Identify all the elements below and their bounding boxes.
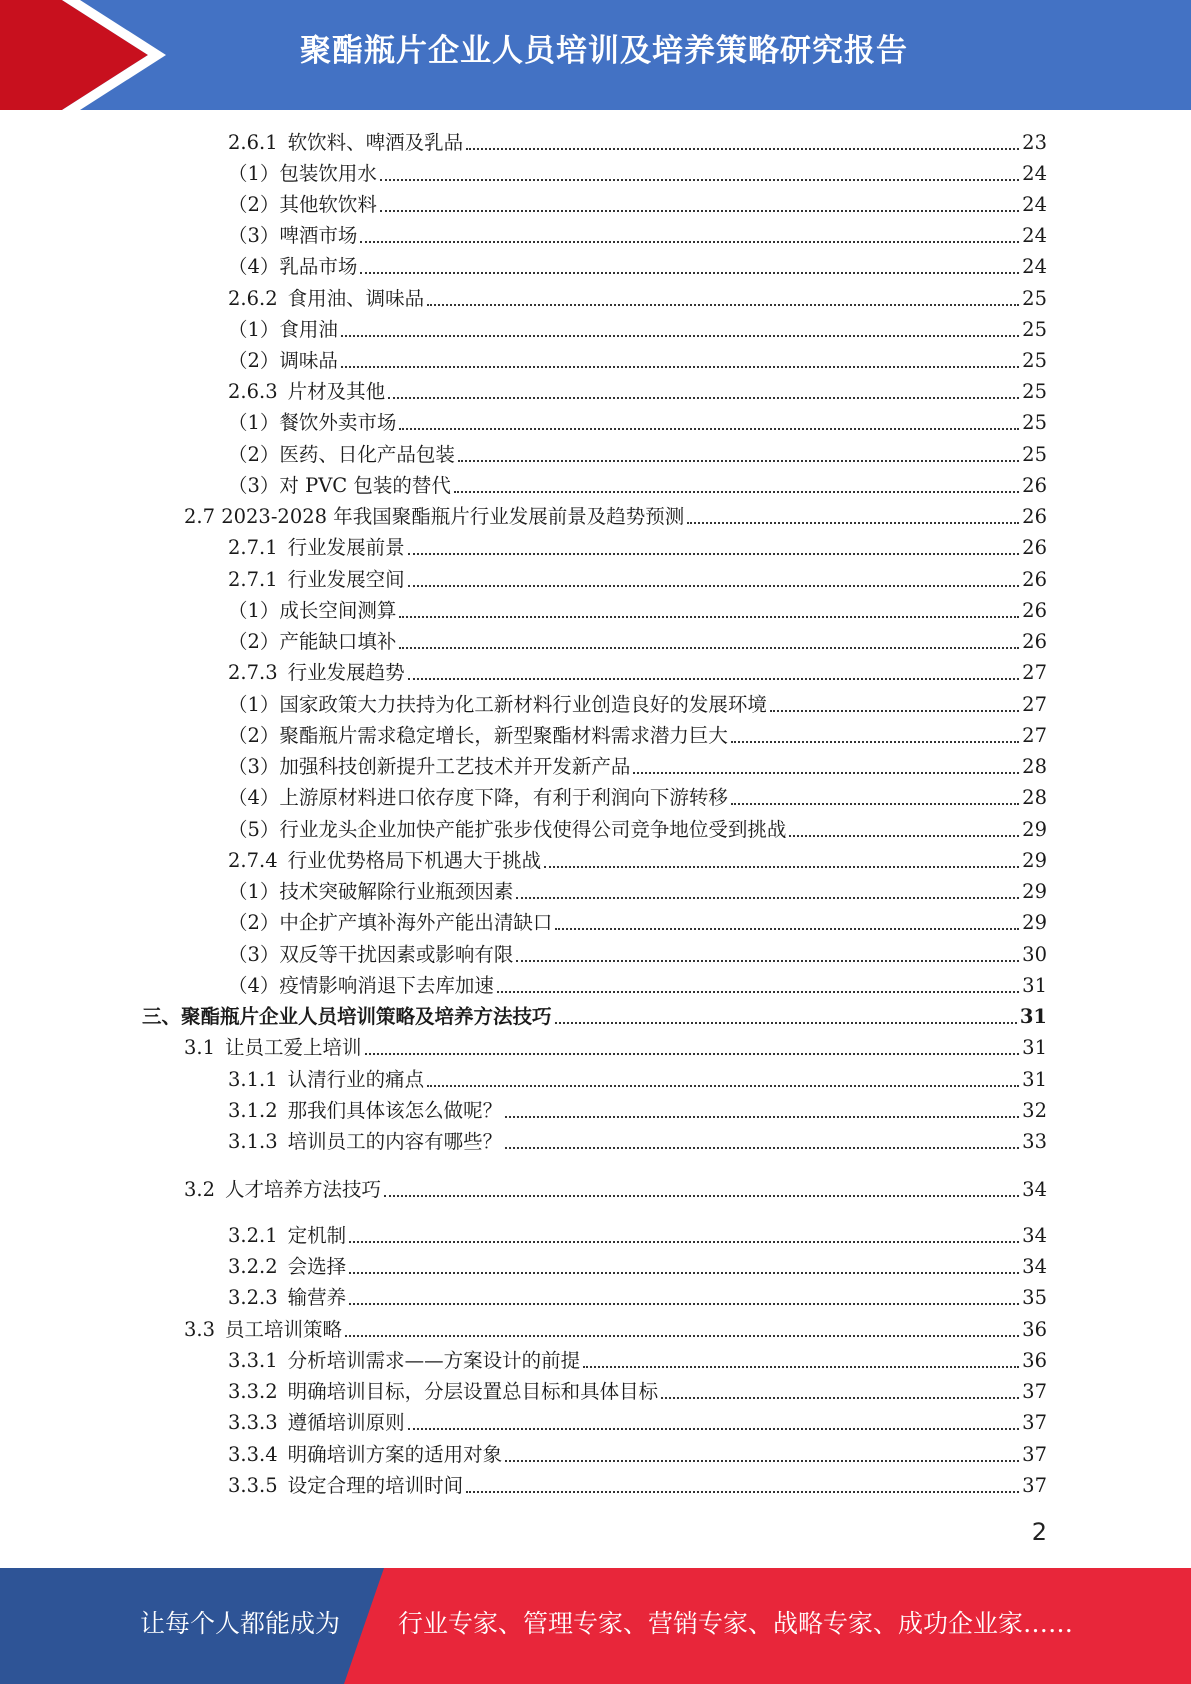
- toc-entry-leader-dots: [399, 646, 1019, 649]
- toc-entry-leader-dots: [427, 303, 1019, 306]
- toc-entry-label: （1）技术突破解除行业瓶颈因素: [228, 880, 514, 903]
- toc-entry-label: 明确培训方案的适用对象: [287, 1443, 503, 1466]
- toc-entry-label: （1）餐饮外卖市场: [228, 411, 397, 434]
- toc-entry[interactable]: [228, 1377, 1047, 1407]
- toc-entry-label: （2）调味品: [228, 349, 338, 372]
- toc-entry-leader-dots: [505, 1115, 1019, 1118]
- toc-entry-leader-dots: [399, 615, 1019, 618]
- toc-entry-number: 3.3.3: [228, 1411, 278, 1434]
- toc-entry-leader-dots: [349, 1240, 1019, 1243]
- toc-entry-page: 26: [1022, 599, 1047, 622]
- toc-entry[interactable]: [228, 908, 1047, 938]
- toc-entry-leader-dots: [505, 1146, 1019, 1149]
- toc-entry-page: 25: [1022, 411, 1047, 434]
- toc-entry-label: 2.7 2023-2028 年我国聚酯瓶片行业发展前景及趋势预测: [184, 505, 685, 528]
- toc-entry-label: （3）加强科技创新提升工艺技术并开发新产品: [228, 755, 631, 778]
- toc-entry-label: 行业发展趋势: [287, 661, 405, 684]
- toc-entry-page: 26: [1022, 630, 1047, 653]
- toc-entry-number: 3.2: [184, 1178, 216, 1201]
- toc-entry-leader-dots: [360, 240, 1019, 243]
- toc-entry-page: 24: [1022, 162, 1047, 185]
- toc-entry-label: 让员工爱上培训: [225, 1036, 362, 1059]
- toc-entry-leader-dots: [345, 1334, 1019, 1337]
- toc-entry-label: （5）行业龙头企业加快产能扩张步伐使得公司竞争地位受到挑战: [228, 818, 787, 841]
- toc-entry[interactable]: [228, 627, 1047, 657]
- toc-entry[interactable]: [228, 471, 1047, 501]
- toc-entry[interactable]: [228, 190, 1047, 220]
- toc-entry-leader-dots: [399, 427, 1019, 430]
- toc-entry-number: 2.7.3: [228, 661, 278, 684]
- toc-entry[interactable]: [228, 315, 1047, 345]
- toc-entry-page: 26: [1022, 536, 1047, 559]
- toc-entry-leader-dots: [365, 1052, 1020, 1055]
- toc-entry-leader-dots: [408, 584, 1020, 587]
- toc-entry-leader-dots: [427, 1084, 1019, 1087]
- toc-entry-label: （4）上游原材料进口依存度下降，有利于利润向下游转移: [228, 786, 728, 809]
- toc-entry-page: 37: [1022, 1411, 1047, 1434]
- toc-entry-leader-dots: [388, 396, 1019, 399]
- toc-entry[interactable]: [228, 440, 1047, 470]
- toc-entry-label: 分析培训需求——方案设计的前提: [287, 1349, 581, 1372]
- toc-entry-leader-dots: [789, 834, 1019, 837]
- toc-entry-leader-dots: [544, 865, 1019, 868]
- toc-entry-page: 24: [1022, 224, 1047, 247]
- toc-entry[interactable]: [228, 128, 1047, 158]
- toc-entry-page: 34: [1022, 1224, 1047, 1247]
- toc-entry-page: 27: [1022, 724, 1047, 747]
- toc-entry-label: 那我们具体该怎么做呢？: [287, 1099, 503, 1122]
- toc-entry-page: 25: [1022, 318, 1047, 341]
- toc-entry-label: 认清行业的痛点: [287, 1068, 425, 1091]
- toc-entry[interactable]: [228, 1221, 1047, 1251]
- toc-entry[interactable]: [228, 284, 1047, 314]
- toc-entry-label: （1）包装饮用水: [228, 162, 377, 185]
- page-footer: [0, 1568, 1191, 1684]
- toc-entry[interactable]: [228, 1096, 1047, 1126]
- toc-entry-label: （2）其他软饮料: [228, 193, 377, 216]
- toc-entry-leader-dots: [555, 1021, 1017, 1024]
- toc-entry-leader-dots: [661, 1396, 1019, 1399]
- toc-entry-leader-dots: [516, 896, 1019, 899]
- toc-entry-label: （3）啤酒市场: [228, 224, 358, 247]
- toc-entry[interactable]: [228, 565, 1047, 595]
- toc-entry-page: 31: [1019, 1005, 1047, 1028]
- toc-entry-leader-dots: [360, 271, 1019, 274]
- toc-entry-label: 人才培养方法技巧: [225, 1178, 382, 1201]
- toc-entry-number: 2.6.3: [228, 380, 278, 403]
- toc-entry-leader-dots: [341, 334, 1019, 337]
- toc-entry-label: 定机制: [287, 1224, 347, 1247]
- toc-entry[interactable]: [228, 159, 1047, 189]
- toc-entry-label: （2）产能缺口填补: [228, 630, 397, 653]
- toc-entry-leader-dots: [349, 1302, 1019, 1305]
- toc-entry-page: 32: [1022, 1099, 1047, 1122]
- page-number: 2: [1031, 1518, 1047, 1546]
- toc-entry-label: （2）中企扩产填补海外产能出清缺口: [228, 911, 553, 934]
- toc-entry-page: 31: [1022, 1068, 1047, 1091]
- toc-entry-label: （1）国家政策大力扶持为化工新材料行业创造良好的发展环境: [228, 693, 767, 716]
- toc-entry[interactable]: [228, 752, 1047, 782]
- toc-entry[interactable]: [228, 846, 1047, 876]
- toc-entry[interactable]: [228, 346, 1047, 376]
- toc-entry-page: 34: [1022, 1255, 1047, 1278]
- toc-entry[interactable]: [228, 377, 1047, 407]
- toc-entry-leader-dots: [408, 1427, 1020, 1430]
- toc-entry-number: 3.3.5: [228, 1474, 278, 1497]
- toc-entry-leader-dots: [505, 1459, 1019, 1462]
- page-header: [0, 0, 1191, 110]
- toc-entry[interactable]: [228, 690, 1047, 720]
- toc-entry[interactable]: [228, 783, 1047, 813]
- toc-entry-page: 25: [1022, 349, 1047, 372]
- toc-entry-page: 26: [1022, 568, 1047, 591]
- toc-entry[interactable]: [228, 1471, 1047, 1501]
- toc-entry-leader-dots: [731, 802, 1019, 805]
- toc-entry[interactable]: [228, 940, 1047, 970]
- toc-entry-page: 33: [1022, 1130, 1047, 1153]
- toc-entry-leader-dots: [687, 521, 1019, 524]
- toc-entry-number: 2.7.4: [228, 849, 278, 872]
- toc-entry-label: （4）疫情影响消退下去库加速: [228, 974, 494, 997]
- toc-entry-label: 行业发展空间: [287, 568, 405, 591]
- toc-entry-number: 2.6.1: [228, 131, 278, 154]
- toc-entry-number: 2.6.2: [228, 287, 278, 310]
- toc-entry-page: 29: [1022, 849, 1047, 872]
- toc-entry[interactable]: [228, 1346, 1047, 1376]
- toc-entry-leader-dots: [555, 927, 1019, 930]
- toc-entry-page: 25: [1022, 443, 1047, 466]
- toc-entry-number: 3.3: [184, 1318, 216, 1341]
- toc-entry[interactable]: [228, 252, 1047, 282]
- toc-entry-leader-dots: [497, 990, 1019, 993]
- toc-entry-leader-dots: [466, 1490, 1019, 1493]
- toc-entry[interactable]: [184, 1175, 1047, 1205]
- toc-entry-label: 输营养: [287, 1286, 347, 1309]
- toc-entry-leader-dots: [731, 740, 1019, 743]
- toc-entry-page: 31: [1022, 974, 1047, 997]
- toc-entry-label: 设定合理的培训时间: [287, 1474, 464, 1497]
- toc-entry-label: 行业发展前景: [287, 536, 405, 559]
- toc-entry-leader-dots: [408, 677, 1020, 680]
- toc-entry-leader-dots: [770, 709, 1019, 712]
- footer-slogan-right: 行业专家、管理专家、营销专家、战略专家、成功企业家……: [398, 1609, 1074, 1638]
- toc-entry-label: （3）对 PVC 包装的替代: [228, 474, 451, 497]
- toc-entry[interactable]: [228, 1440, 1047, 1470]
- toc-entry-page: 31: [1022, 1036, 1047, 1059]
- toc-entry-leader-dots: [384, 1194, 1019, 1197]
- toc-entry-number: 2.7.1: [228, 536, 278, 559]
- toc-entry-page: 29: [1022, 880, 1047, 903]
- toc-entry-leader-dots: [454, 490, 1019, 493]
- toc-entry-label: 行业优势格局下机遇大于挑战: [287, 849, 542, 872]
- toc-entry[interactable]: [184, 1033, 1047, 1063]
- toc-entry-page: 29: [1022, 911, 1047, 934]
- toc-entry[interactable]: [228, 1408, 1047, 1438]
- toc-entry-label: 食用油、调味品: [287, 287, 425, 310]
- toc-entry-number: 3.2.1: [228, 1224, 278, 1247]
- toc-entry[interactable]: [228, 408, 1047, 438]
- toc-entry[interactable]: [184, 502, 1047, 532]
- toc-entry-leader-dots: [633, 771, 1019, 774]
- toc-entry-page: 27: [1022, 693, 1047, 716]
- toc-entry-number: 3.1.1: [228, 1068, 278, 1091]
- toc-entry-label: （3）双反等干扰因素或影响有限: [228, 943, 514, 966]
- toc-entry[interactable]: [228, 658, 1047, 688]
- toc-entry-label: 遵循培训原则: [287, 1411, 405, 1434]
- toc-entry-number: 3.2.3: [228, 1286, 278, 1309]
- toc-entry[interactable]: [228, 721, 1047, 751]
- toc-entry[interactable]: [228, 1283, 1047, 1313]
- toc-entry-leader-dots: [458, 459, 1019, 462]
- toc-entry-label: 明确培训目标，分层设置总目标和具体目标: [287, 1380, 659, 1403]
- toc-entry-leader-dots: [341, 365, 1019, 368]
- toc-entry[interactable]: [184, 1315, 1047, 1345]
- toc-entry-page: 37: [1022, 1380, 1047, 1403]
- toc-entry-number: 3.1.2: [228, 1099, 278, 1122]
- toc-entry-number: 3.3.2: [228, 1380, 278, 1403]
- toc-entry-page: 36: [1022, 1349, 1047, 1372]
- toc-entry-page: 27: [1022, 661, 1047, 684]
- toc-entry-label: 员工培训策略: [225, 1318, 343, 1341]
- toc-entry-leader-dots: [516, 959, 1019, 962]
- toc-entry-label: （4）乳品市场: [228, 255, 358, 278]
- toc-entry-page: 24: [1022, 193, 1047, 216]
- toc-entry-page: 29: [1022, 818, 1047, 841]
- toc-entry-page: 34: [1022, 1178, 1047, 1201]
- toc-entry-page: 30: [1022, 943, 1047, 966]
- toc-entry[interactable]: [228, 533, 1047, 563]
- toc-entry-label: 会选择: [287, 1255, 347, 1278]
- toc-entry-number: 2.7.1: [228, 568, 278, 591]
- toc-entry-leader-dots: [583, 1365, 1019, 1368]
- toc-entry[interactable]: [228, 877, 1047, 907]
- header-red-chevron: [0, 0, 148, 110]
- toc-entry-page: 37: [1022, 1443, 1047, 1466]
- toc-entry-label: （1）食用油: [228, 318, 338, 341]
- toc-entry-label: 三、聚酯瓶片企业人员培训策略及培养方法技巧: [142, 1005, 552, 1028]
- toc-entry[interactable]: [228, 815, 1047, 845]
- toc-entry-number: 3.1: [184, 1036, 216, 1059]
- toc-entry-page: 36: [1022, 1318, 1047, 1341]
- toc-entry-label: 片材及其他: [287, 380, 386, 403]
- toc-entry-leader-dots: [380, 178, 1019, 181]
- toc-entry-label: 培训员工的内容有哪些？: [287, 1130, 503, 1153]
- toc-entry-page: 23: [1022, 131, 1047, 154]
- toc-entry[interactable]: [228, 1127, 1047, 1157]
- toc-entry[interactable]: [142, 1002, 1047, 1032]
- toc-entry-leader-dots: [380, 209, 1019, 212]
- footer-slogan-left: 让每个人都能成为: [140, 1609, 341, 1638]
- toc-entry-number: 3.3.4: [228, 1443, 278, 1466]
- toc-entry[interactable]: [228, 971, 1047, 1001]
- toc-entry-page: 28: [1022, 786, 1047, 809]
- toc-entry-number: 3.2.2: [228, 1255, 278, 1278]
- toc-entry-page: 35: [1022, 1286, 1047, 1309]
- toc-entry-number: 3.1.3: [228, 1130, 278, 1153]
- toc-entry-label: （2）医药、日化产品包装: [228, 443, 455, 466]
- toc-entry-page: 37: [1022, 1474, 1047, 1497]
- toc-entry-number: 3.3.1: [228, 1349, 278, 1372]
- toc-entry-page: 26: [1022, 474, 1047, 497]
- document-title: 聚酯瓶片企业人员培训及培养策略研究报告: [300, 33, 908, 69]
- toc-entry[interactable]: [228, 1252, 1047, 1282]
- toc-entry[interactable]: [228, 596, 1047, 626]
- toc-entry-page: 24: [1022, 255, 1047, 278]
- toc-entry-page: 25: [1022, 287, 1047, 310]
- toc-entry-page: 25: [1022, 380, 1047, 403]
- toc-entry-leader-dots: [349, 1271, 1019, 1274]
- toc-entry[interactable]: [228, 221, 1047, 251]
- toc-entry-leader-dots: [466, 147, 1019, 150]
- toc-entry-page: 26: [1022, 505, 1047, 528]
- toc-entry-label: （2）聚酯瓶片需求稳定增长，新型聚酯材料需求潜力巨大: [228, 724, 728, 747]
- toc-entry-page: 28: [1022, 755, 1047, 778]
- toc-entry-label: （1）成长空间测算: [228, 599, 397, 622]
- toc-entry-label: 软饮料、啤酒及乳品: [287, 131, 464, 154]
- toc-entry-leader-dots: [408, 552, 1020, 555]
- toc-entry[interactable]: [228, 1065, 1047, 1095]
